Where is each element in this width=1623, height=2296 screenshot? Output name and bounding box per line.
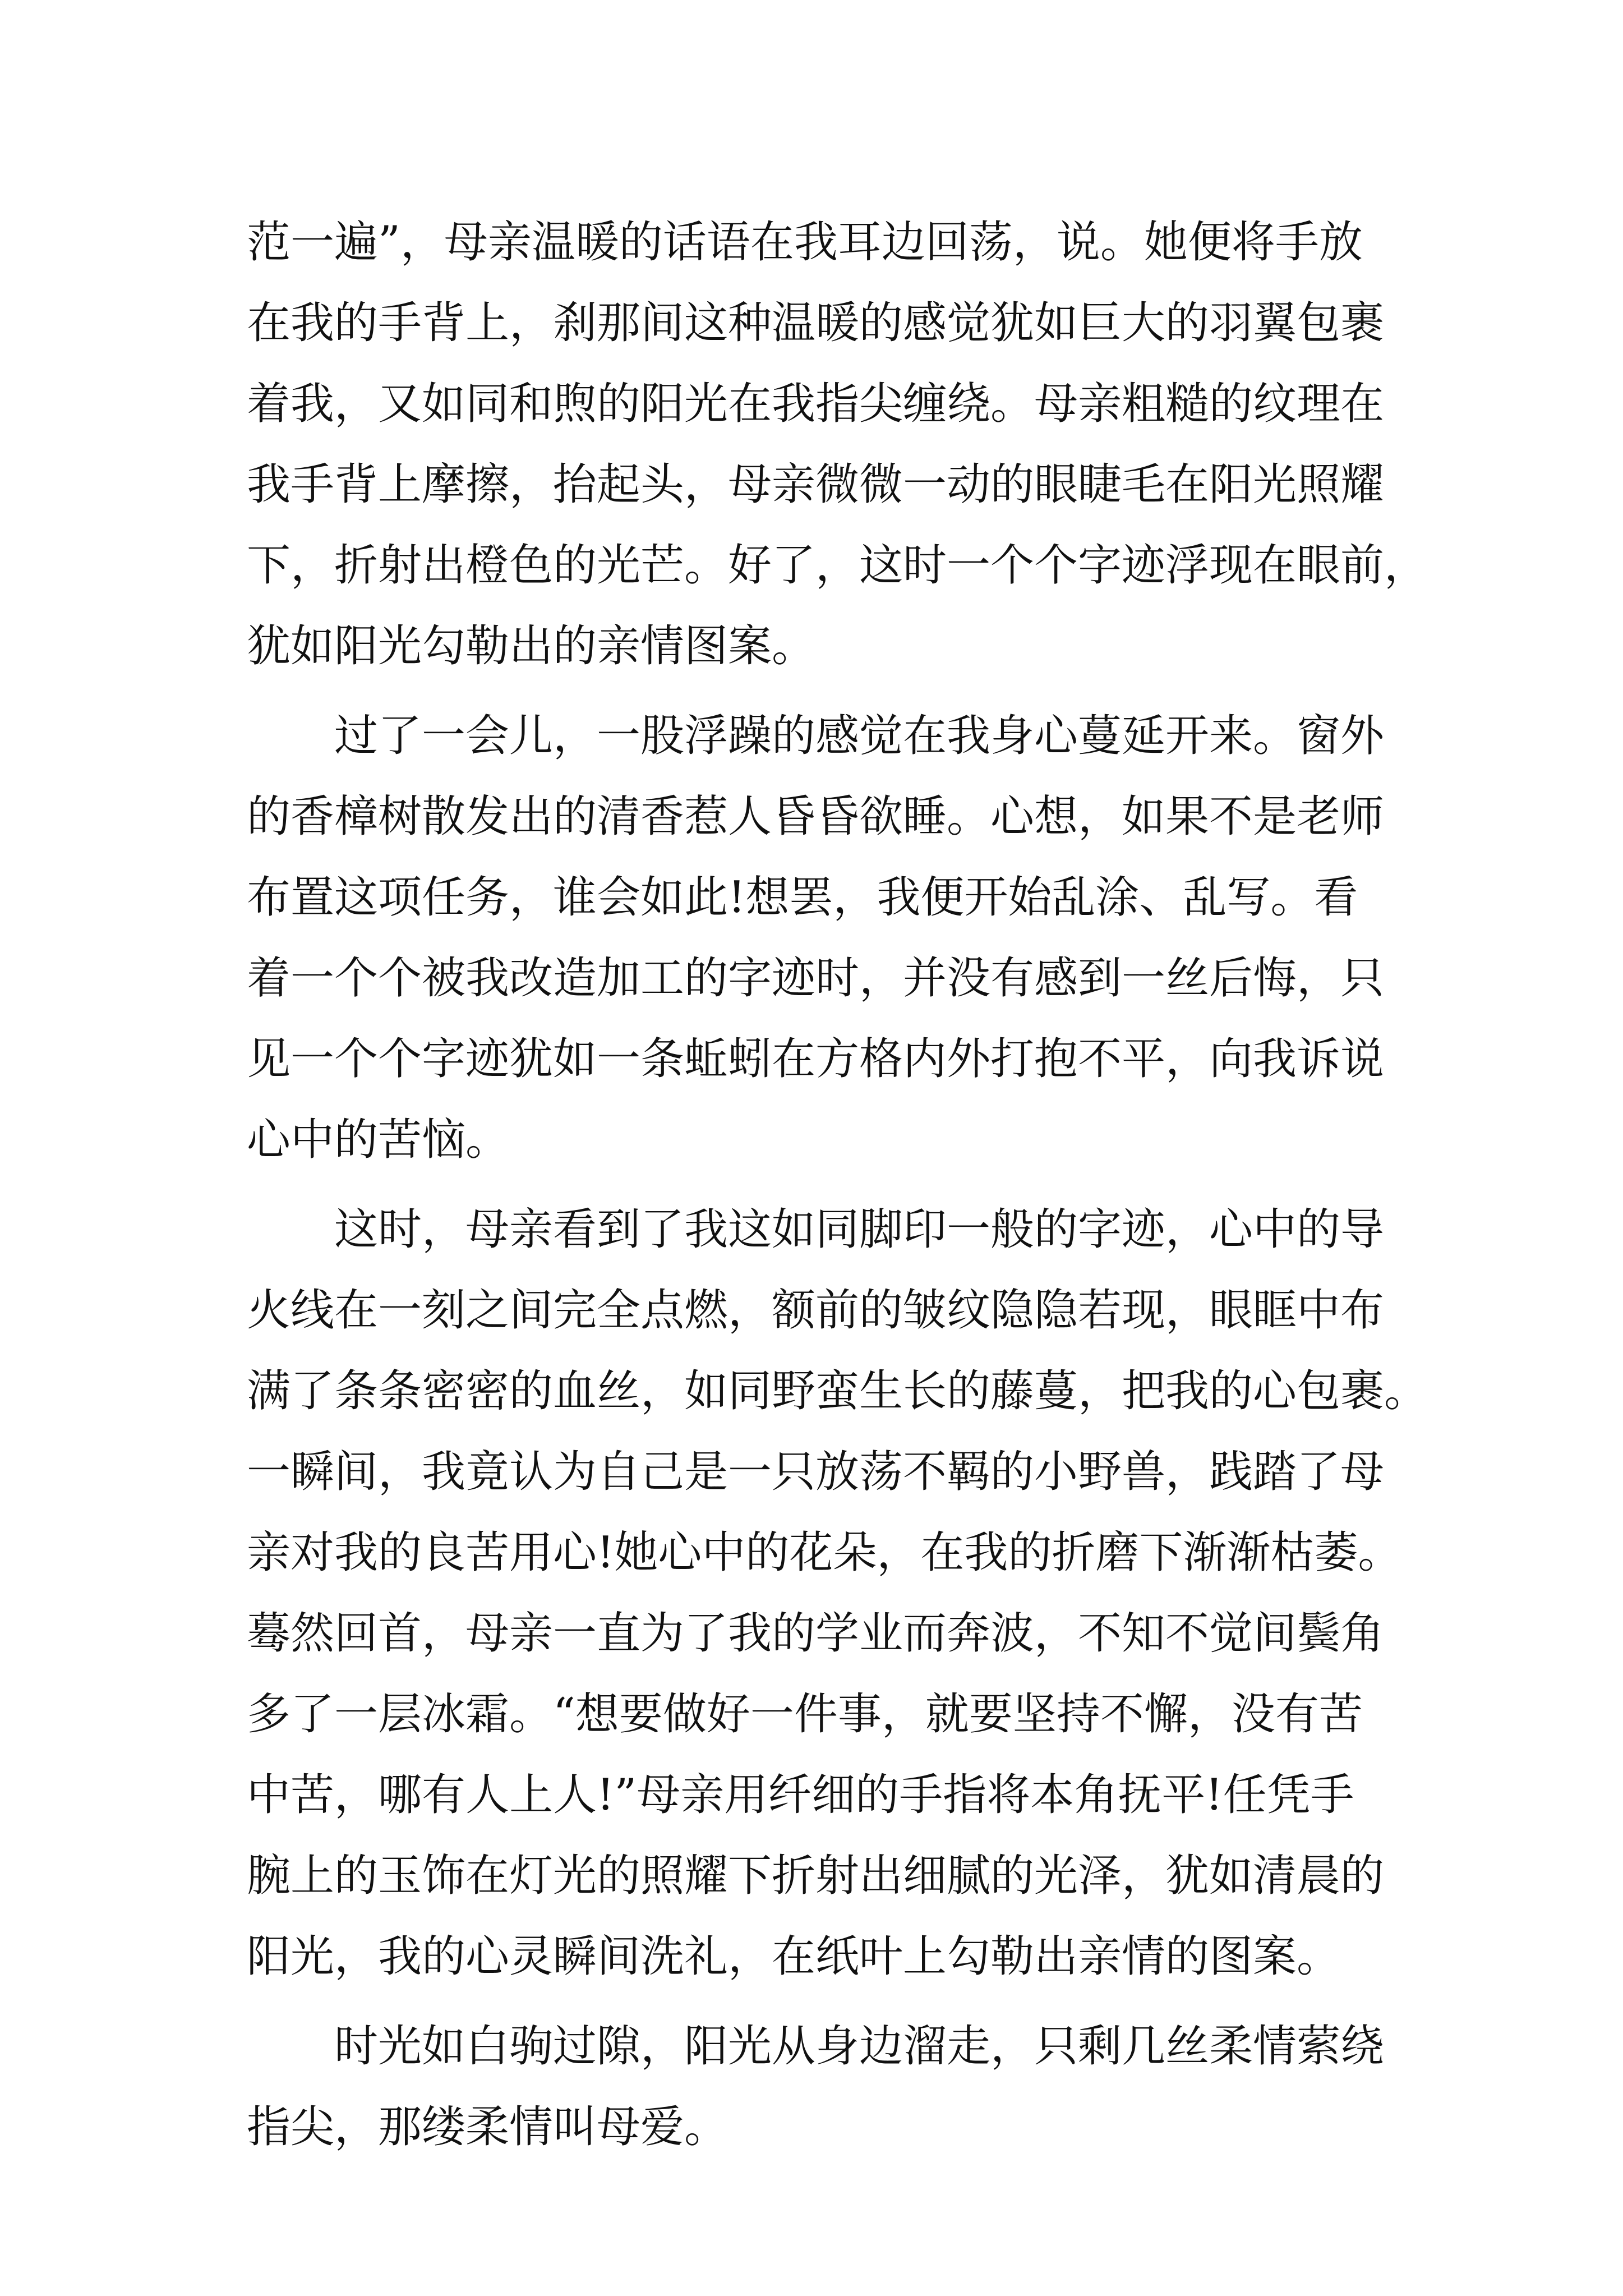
paragraph-gap (247, 687, 1385, 696)
paragraph (247, 202, 1428, 687)
text-line: 着一个个被我改造加工的字迹时，并没有感到一丝后悔，只 (247, 953, 1385, 1004)
text-line: 时光如白驹过隙，阳光从身边溜走，只剩几丝柔情萦绕 (247, 2021, 1385, 2072)
text-line: 多了一层冰霜。“想要做好一件事，就要坚持不懈，没有苦 (247, 1689, 1363, 1740)
paragraph-gap (247, 1997, 1385, 2006)
text-line: 范一遍”，母亲温暖的话语在我耳边回荡，说。她便将手放 (247, 217, 1363, 268)
text-line: 过了一会儿，一股浮躁的感觉在我身心蔓延开来。窗外 (247, 711, 1385, 761)
text-line: 犹如阳光勾勒出的亲情图案。 (247, 621, 816, 671)
text-line: 蓦然回首，母亲一直为了我的学业而奔波，不知不觉间鬓角 (247, 1608, 1385, 1659)
paragraph (247, 1189, 1428, 1997)
paragraph (247, 2006, 1385, 2168)
text-line: 见一个个字迹犹如一条蚯蚓在方格内外打抱不平，向我诉说 (247, 1034, 1385, 1084)
text-line: 着我，又如同和煦的阳光在我指尖缠绕。母亲粗糙的纹理在 (247, 379, 1385, 429)
paragraph-gap (247, 1180, 1385, 1189)
text-line: 火线在一刻之间完全点燃，额前的皱纹隐隐若现，眼眶中布 (247, 1285, 1385, 1336)
paragraph (247, 696, 1385, 1180)
text-line: 满了条条密密的血丝，如同野蛮生长的藤蔓，把我的心包裹。 (247, 1366, 1428, 1416)
text-line: 这时，母亲看到了我这如同脚印一般的字迹，心中的导 (247, 1204, 1385, 1255)
text-line: 腕上的玉饰在灯光的照耀下折射出细腻的光泽，犹如清晨的 (247, 1851, 1385, 1901)
text-line: 在我的手背上，刹那间这种温暖的感觉犹如巨大的羽翼包裹 (247, 298, 1385, 348)
text-line: 的香樟树散发出的清香惹人昏昏欲睡。心想，如果不是老师 (247, 792, 1385, 842)
text-line: 指尖，那缕柔情叫母爱。 (247, 2102, 728, 2152)
text-line: 心中的苦恼。 (247, 1115, 510, 1165)
text-line: 我手背上摩擦，抬起头，母亲微微一动的眼睫毛在阳光照耀 (247, 459, 1385, 510)
document-body (247, 202, 1428, 2168)
text-line: 下，折射出橙色的光芒。好了，这时一个个字迹浮现在眼前， (247, 540, 1428, 591)
text-line: 一瞬间，我竟认为自己是一只放荡不羁的小野兽，践踏了母 (247, 1447, 1385, 1497)
text-line: 阳光，我的心灵瞬间洗礼，在纸叶上勾勒出亲情的图案。 (247, 1931, 1341, 1982)
text-line: 亲对我的良苦用心!她心中的花朵，在我的折磨下渐渐枯萎。 (247, 1527, 1402, 1578)
text-line: 布置这项任务，谁会如此!想罢，我便开始乱涂、乱写。看 (247, 872, 1358, 923)
text-line: 中苦，哪有人上人!”母亲用纤细的手指将本角抚平!任凭手 (247, 1770, 1354, 1820)
